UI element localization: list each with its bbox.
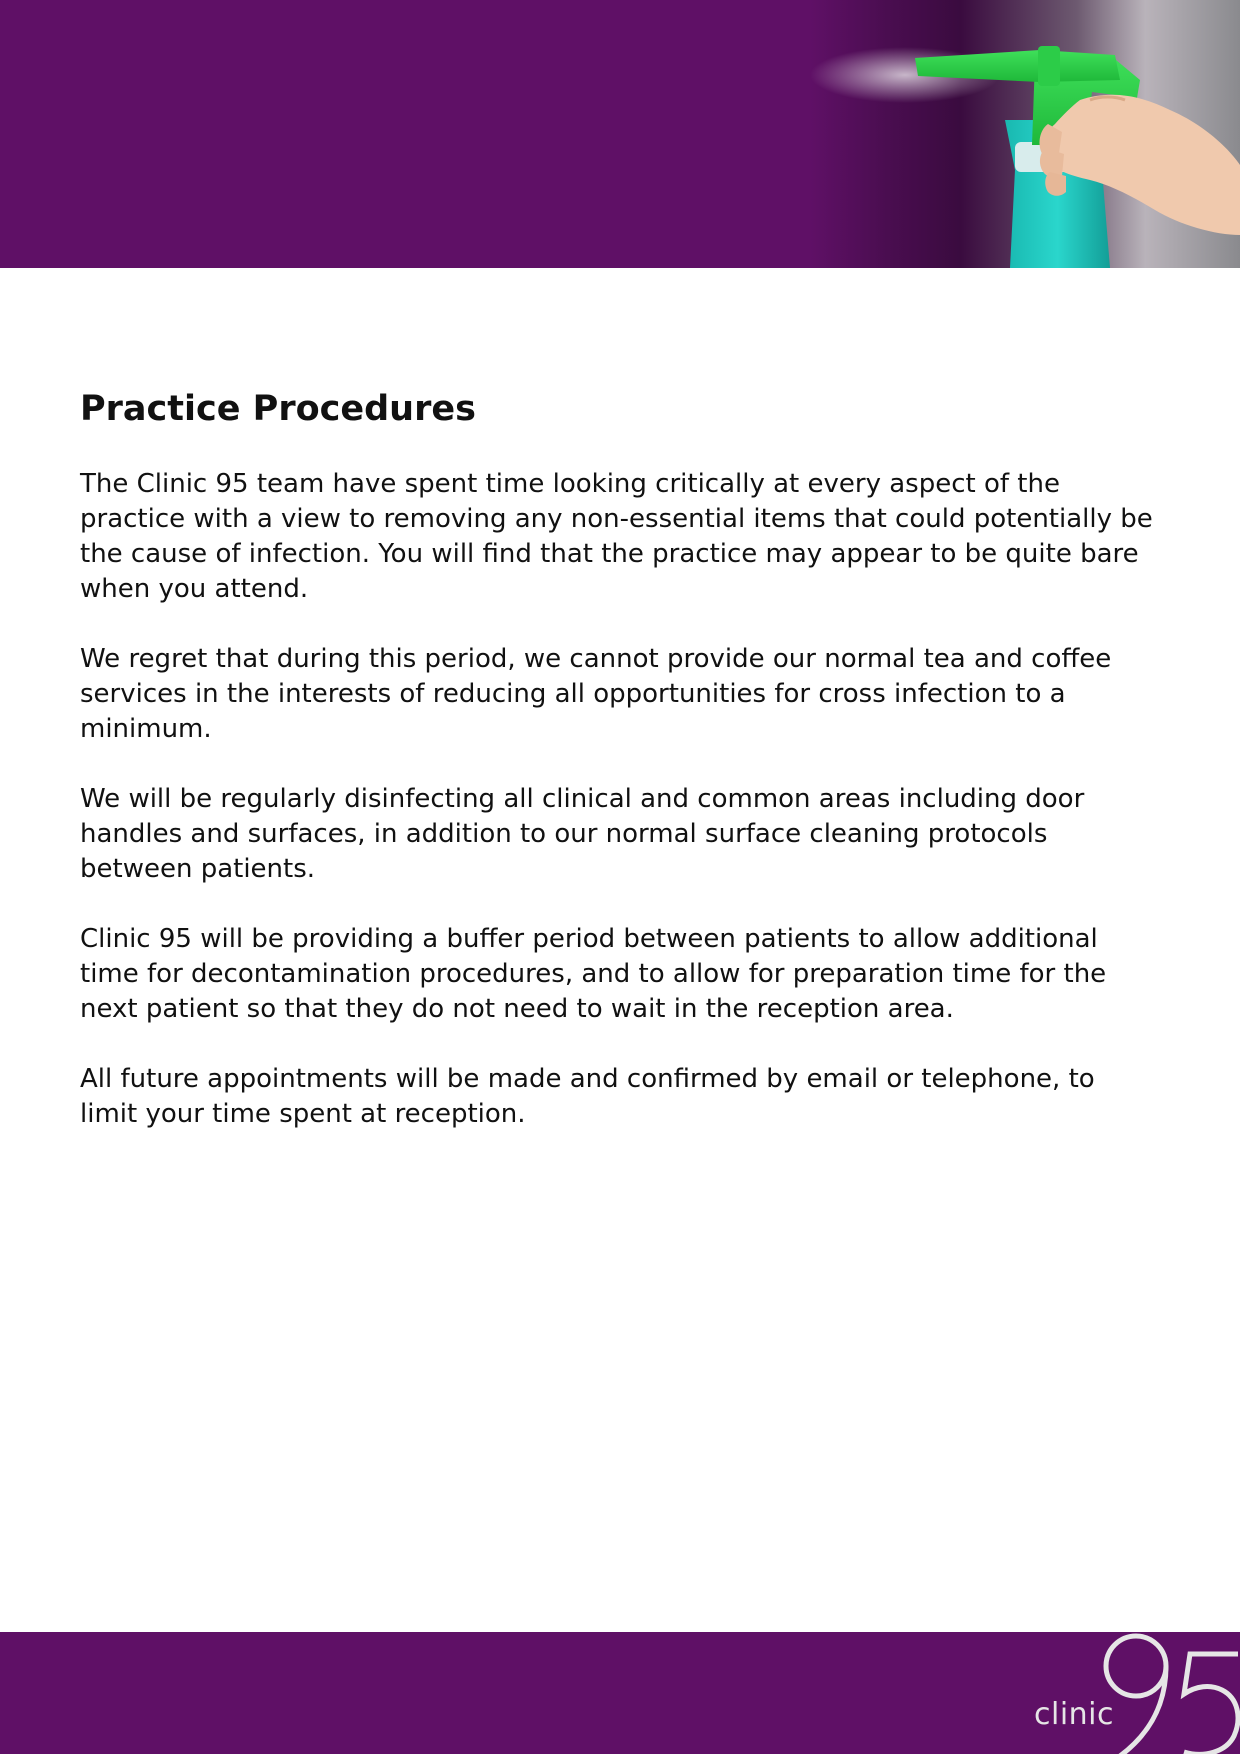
footer-banner [0, 1632, 1240, 1754]
paragraph-disinfecting: We will be regularly disinfecting all clinical and common areas including door handles and surfaces, in addition to our normal surface cleaning protocols between patients. [80, 784, 1085, 884]
header-banner [0, 0, 1240, 268]
logo-digits-95 [1092, 1632, 1240, 1754]
clinic-95-logo [1000, 1632, 1240, 1754]
paragraph-appointments: All future appointments will be made and confirmed by email or telephone, to limit your time spent at reception. [80, 1064, 1095, 1129]
main-content [80, 385, 1160, 1167]
spray-bottle-icon [810, 0, 1240, 268]
paragraph-refreshments: We regret that during this period, we cannot provide our normal tea and coffee services in the interests of reducing all opportunities for cross infection to a minimum. [80, 644, 1112, 744]
logo-word: clinic [1034, 1697, 1115, 1732]
spray-bottle-photo [810, 0, 1240, 268]
page-title: Practice Procedures [80, 389, 476, 429]
paragraph-premises: The Clinic 95 team have spent time looking critically at every aspect of the practice with a view to removing any non-essential items that could potentially be the cause of infection. You will find that the practice may appear to be quite bare when you attend. [80, 469, 1153, 604]
paragraph-buffer-period: Clinic 95 will be providing a buffer period between patients to allow additional time for decontamination procedures, and to allow for preparation time for the next patient so that they do not need to wait in the reception area. [80, 924, 1107, 1024]
